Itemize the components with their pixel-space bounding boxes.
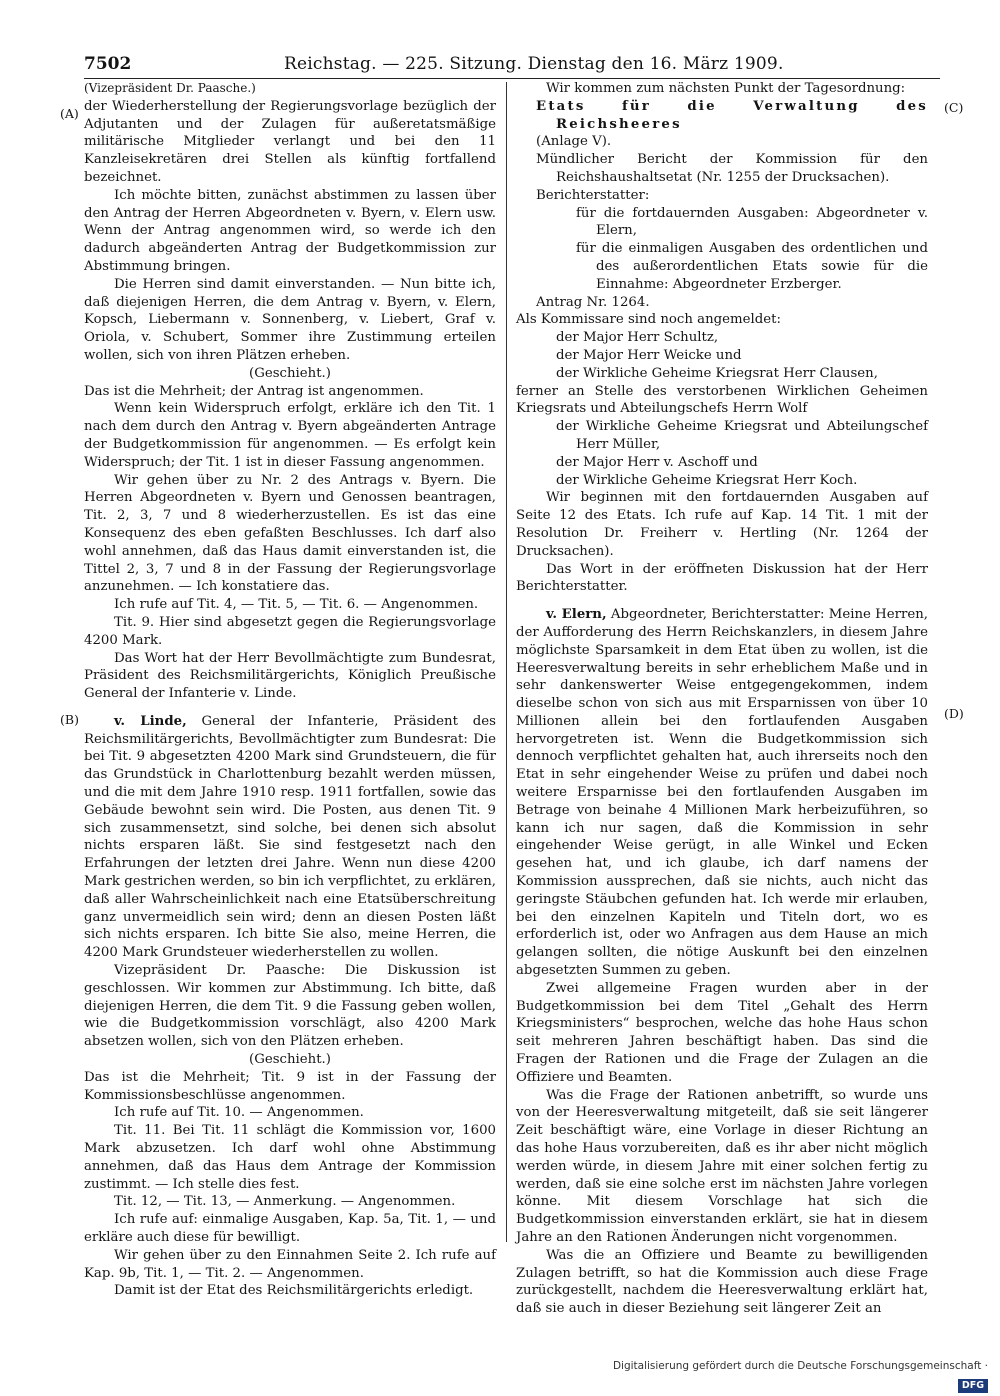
running-title: Reichstag. — 225. Sitzung. Dienstag den 16. März 1909. <box>284 54 784 74</box>
commissioners-label: Als Kommissare sind noch angemeldet: <box>516 312 781 328</box>
commissioner-item: der Major Herr v. Aschoff und <box>556 454 758 470</box>
paragraph: Ich rufe auf: einmalige Ausgaben, Kap. 5a, Tit. 1, — und erkläre auch diese für bewilligt. <box>84 1212 496 1245</box>
speaker-name: Vizepräsident Dr. Paasche: <box>114 963 326 979</box>
speech-text: Die Diskussion ist geschlossen. Wir kommen zur Abstimmung. Ich bitte, daß diejenigen Herren, die dem Tit. 9 die Fassung geben wollen, wie die Budgetkommission vorschlägt, also 4200 Mark absetzen wollen, sich von den Plätzen erheben. <box>84 963 497 1050</box>
commissioner-item: der Major Herr Weicke und <box>556 347 742 363</box>
stage-direction: (Geschieht.) <box>249 1052 331 1068</box>
right-column <box>516 80 928 1317</box>
paragraph: Das Wort in der eröffneten Diskussion hat der Herr Berichterstatter. <box>516 561 928 595</box>
paragraph: Ich möchte bitten, zunächst abstimmen zu lassen über den Antrag der Herren Abgeordneten v. Byern, v. Elern usw. Wenn der Antrag angenommen wird, so werde ich den dadurch abgeänderten Antrag der Budgetkommission zur Abstimmung bringen. <box>84 187 496 274</box>
paragraph: Tit. 9. Hier sind abgesetzt gegen die Regierungsvorlage 4200 Mark. <box>84 614 496 648</box>
agenda-title: Etats für die Verwaltung des Reichsheeres <box>536 98 928 132</box>
speech-paragraph <box>84 962 496 1051</box>
paragraph: Zwei allgemeine Fragen wurden aber in der Budgetkommission bei dem Titel „Gehalt des Herrn Kriegsministers“ besprochen, welche das hohe Haus schon seit mehreren Jahren beschäftigt haben. Das sind die Fragen der Rationen und die Frage der Zulagen an die Offiziere und Beamten. <box>516 980 928 1085</box>
paragraph: Was die Frage der Rationen anbetrifft, so wurde uns von der Heeresverwaltung mitgeteilt, daß sie seit längerer Zeit beschäftigt wäre, eine Vorlage in dieser Richtung an das hohe Haus vorzubereiten, daß es ihr aber nicht möglich werden würde, in diesem Jahre mit einer solchen fertig zu werden, daß sie eine solche erst im nächsten Jahre vorlegen könne. Mit diesem Vorschlage hat sich die Budgetkommission einverstanden erklärt, sie hat in diesem Jahre an den Rationen Änderungen nicht vorgenommen. <box>516 1087 928 1245</box>
agenda-heading <box>516 98 928 134</box>
speaker-name: v. Linde, <box>114 713 187 729</box>
page-header <box>84 50 940 78</box>
speaker-note: (Vizepräsident Dr. Paasche.) <box>84 81 256 95</box>
margin-mark-d: (D) <box>944 706 964 721</box>
paragraph: Die Herren sind damit einverstanden. — Nun bitte ich, daß diejenigen Herren, die dem Antrag v. Byern, v. Elern, Kopsch, Liebermann v. Sonnenberg, v. Liebert, Graf v. Oriola, v. Schubert, Sommer ihre Zustimmung erteilen wollen, sich von ihren Plätzen erheben. <box>84 276 496 363</box>
paragraph: Tit. 12, — Tit. 13, — Anmerkung. — Angenommen. <box>114 1194 456 1210</box>
paragraph: Das ist die Mehrheit; Tit. 9 ist in der Fassung der Kommissionsbeschlüsse angenommen. <box>84 1069 496 1103</box>
rapporteur-item: für die fortdauernden Ausgaben: Abgeordneter v. Elern, <box>576 205 928 239</box>
rapporteur-label: Berichterstatter: <box>536 187 650 203</box>
paragraph: Tit. 11. Bei Tit. 11 schlägt die Kommission vor, 1600 Mark abzusetzen. Ich darf wohl ohne Abstimmung annehmen, daß das Haus dem Antrage der Kommission zustimmt. — Ich stelle dies fest. <box>84 1123 496 1192</box>
stage-direction: (Geschieht.) <box>249 365 331 381</box>
paragraph: Wir gehen über zu Nr. 2 des Antrags v. Byern. Die Herren Abgeordneten v. Byern und Genossen beantragen, Tit. 2, 3, 7 und 8 wiederherzustellen. Es ist das eine Konsequenz des eben gefaßten Beschlusses. Ich darf also wohl annehmen, daß das Haus damit einverstanden ist, die Tittel 2, 3, 7 und 8 in der Fassung der Regierungsvorlage anzunehmen. — Ich konstatiere das. <box>84 472 496 595</box>
speech-text: General der Infanterie, Präsident des Reichsmilitärgerichts, Bevollmächtigter zum Bundesrat: Die bei Tit. 9 abgesetzten 4200 Mark sind Grundsteuern, die für das Grundstück in Charlottenburg bezahlt werden müssen, und die mit dem Jahre 1910 resp. 1911 fortfallen, sowie das Gebäude bewohnt sein wird. Die Posten, aus denen Tit. 9 sich zusammensetzt, sind solche, bei denen sich absolut nichts ersparen läßt. Sie sind festgesetzt nach den Erfahrungen der letzten drei Jahre. Wenn nun diese 4200 Mark gestrichen werden, so bin ich verpflichtet, zu erklären, daß aller Wahrscheinlichkeit nach eine Etatsüberschreitung ganz unvermeidlich sein wird; denn an diesen Posten läßt sich nichts ersparen. Ich bitte Sie also, meine Herren, die 4200 Mark Grundsteuer wiederherstellen zu wollen. <box>84 713 496 961</box>
paragraph: Wir beginnen mit den fortdauernden Ausgaben auf Seite 12 des Etats. Ich rufe auf Kap. 14 Tit. 1 mit der Resolution Dr. Freiherr v. Hertling (Nr. 1264 der Drucksachen). <box>516 490 928 559</box>
paragraph: Wenn kein Widerspruch erfolgt, erkläre ich den Tit. 1 nach dem durch den Antrag v. Byern abgeänderten Antrage der Budgetkommission für angenommen. — Es erfolgt kein Widerspruch; der Tit. 1 ist in dieser Fassung angenommen. <box>84 401 496 470</box>
paragraph: Wir gehen über zu den Einnahmen Seite 2. Ich rufe auf Kap. 9b, Tit. 1, — Tit. 2. — Angenommen. <box>84 1247 496 1281</box>
speaker-name: v. Elern, <box>546 607 607 623</box>
page-number: 7502 <box>84 54 132 74</box>
paragraph: Damit ist der Etat des Reichsmilitärgerichts erledigt. <box>114 1283 474 1299</box>
margin-mark-a: (A) <box>60 106 79 121</box>
commissioner-item: der Wirkliche Geheime Kriegsrat Herr Koch. <box>556 472 858 488</box>
commissioner-item: der Wirkliche Geheime Kriegsrat Herr Clausen, <box>556 365 878 381</box>
speech-paragraph <box>84 713 496 962</box>
agenda-report: Mündlicher Bericht der Kommission für den Reichshaushaltsetat (Nr. 1255 der Drucksachen). <box>536 152 928 185</box>
paragraph: Das Wort hat der Herr Bevollmächtigte zum Bundesrat, Präsident des Reichsmilitärgerichts, Königlich Preußische General der Infanterie v. Linde. <box>84 650 496 702</box>
commissioner-note: ferner an Stelle des verstorbenen Wirklichen Geheimen Kriegsrats und Abteilungschefs Herrn Wolf <box>516 383 928 417</box>
column-divider <box>506 82 507 1242</box>
margin-mark-b: (B) <box>60 712 79 727</box>
paragraph: Ich rufe auf Tit. 10. — Angenommen. <box>114 1105 364 1121</box>
paragraph: Ich rufe auf Tit. 4, — Tit. 5, — Tit. 6. — Angenommen. <box>114 597 479 613</box>
paragraph: Wir kommen zum nächsten Punkt der Tagesordnung: <box>546 81 906 96</box>
motion-number: Antrag Nr. 1264. <box>536 294 650 310</box>
paragraph: Was die an Offiziere und Beamte zu bewilligenden Zulagen betrifft, so hat die Kommission auch diese Frage zurückgestellt, nachdem die Heeresverwaltung erklärt hat, daß sie auch in dieser Beziehung seit längerer Zeit an <box>516 1247 928 1317</box>
margin-mark-c: (C) <box>944 100 964 115</box>
footer-text: Digitalisierung gefördert durch die Deutsche Forschungsgemeinschaft · <box>612 1360 988 1372</box>
agenda-annex: (Anlage V). <box>536 134 612 150</box>
left-column <box>84 80 497 1299</box>
paragraph: Das ist die Mehrheit; der Antrag ist angenommen. <box>84 383 424 399</box>
speech-text: Abgeordneter, Berichterstatter: Meine Herren, der Aufforderung des Herrn Reichskanzlers, in diesem Jahre möglichste Sparsamkeit in dem Etat üben zu wollen, ist die Heeresverwaltung bereits in sehr erheblichem Maße und in sehr dankenswerter Weise entgegengekommen, indem dieselbe schon von sich aus mit Ersparnissen von über 10 Millionen allein bei den fortlaufenden Ausgaben hervorgetreten ist. Wenn die Budgetkommission sich dennoch verpflichtet gehalten hat, auch ihrerseits noch den Etat in sehr eingehender Weise zu prüfen und dabei noch weitere Ersparnisse bei den fortlaufenden Ausgaben im Betrage von beinahe 4 Millionen Mark herbeizuführen, so kann ich nur sagen, daß die Kommission in sehr eingehender Weise gerügt, in alle Winkel und Ecken gesehen hat, und ich glaube, ich darf namens der Kommission aussprechen, daß sie nichts, auch nicht das geringste Stäubchen gefunden hat. Ich werde mir erlauben, bei den einzelnen Kapiteln und Titeln dort, wo es erforderlich ist, oder wo Anfragen aus dem Hause an mich gelangen sollten, die nötige Auskunft bei den einzelnen abgesetzten Summen zu geben. <box>516 607 928 979</box>
digitization-footer <box>600 1356 988 1391</box>
rapporteur-item: für die einmaligen Ausgaben des ordentlichen und des außerordentlichen Etats sowie für die Einnahme: Abgeordneter Erzberger. <box>576 241 928 292</box>
speech-paragraph <box>516 606 928 980</box>
commissioner-item: der Wirkliche Geheime Kriegsrat und Abteilungschef Herr Müller, <box>556 419 928 452</box>
paragraph: der Wiederherstellung der Regierungsvorlage bezüglich der Adjutanten und der Zulagen für außeretatsmäßige militärische Mitglieder verlangt und bei den 11 Kanzleisekretären drei Stellen als künftig fortfallend bezeichnet. <box>84 98 496 185</box>
dfg-logo: DFG <box>958 1379 988 1393</box>
header-rule <box>84 78 940 79</box>
commissioner-item: der Major Herr Schultz, <box>556 330 719 346</box>
